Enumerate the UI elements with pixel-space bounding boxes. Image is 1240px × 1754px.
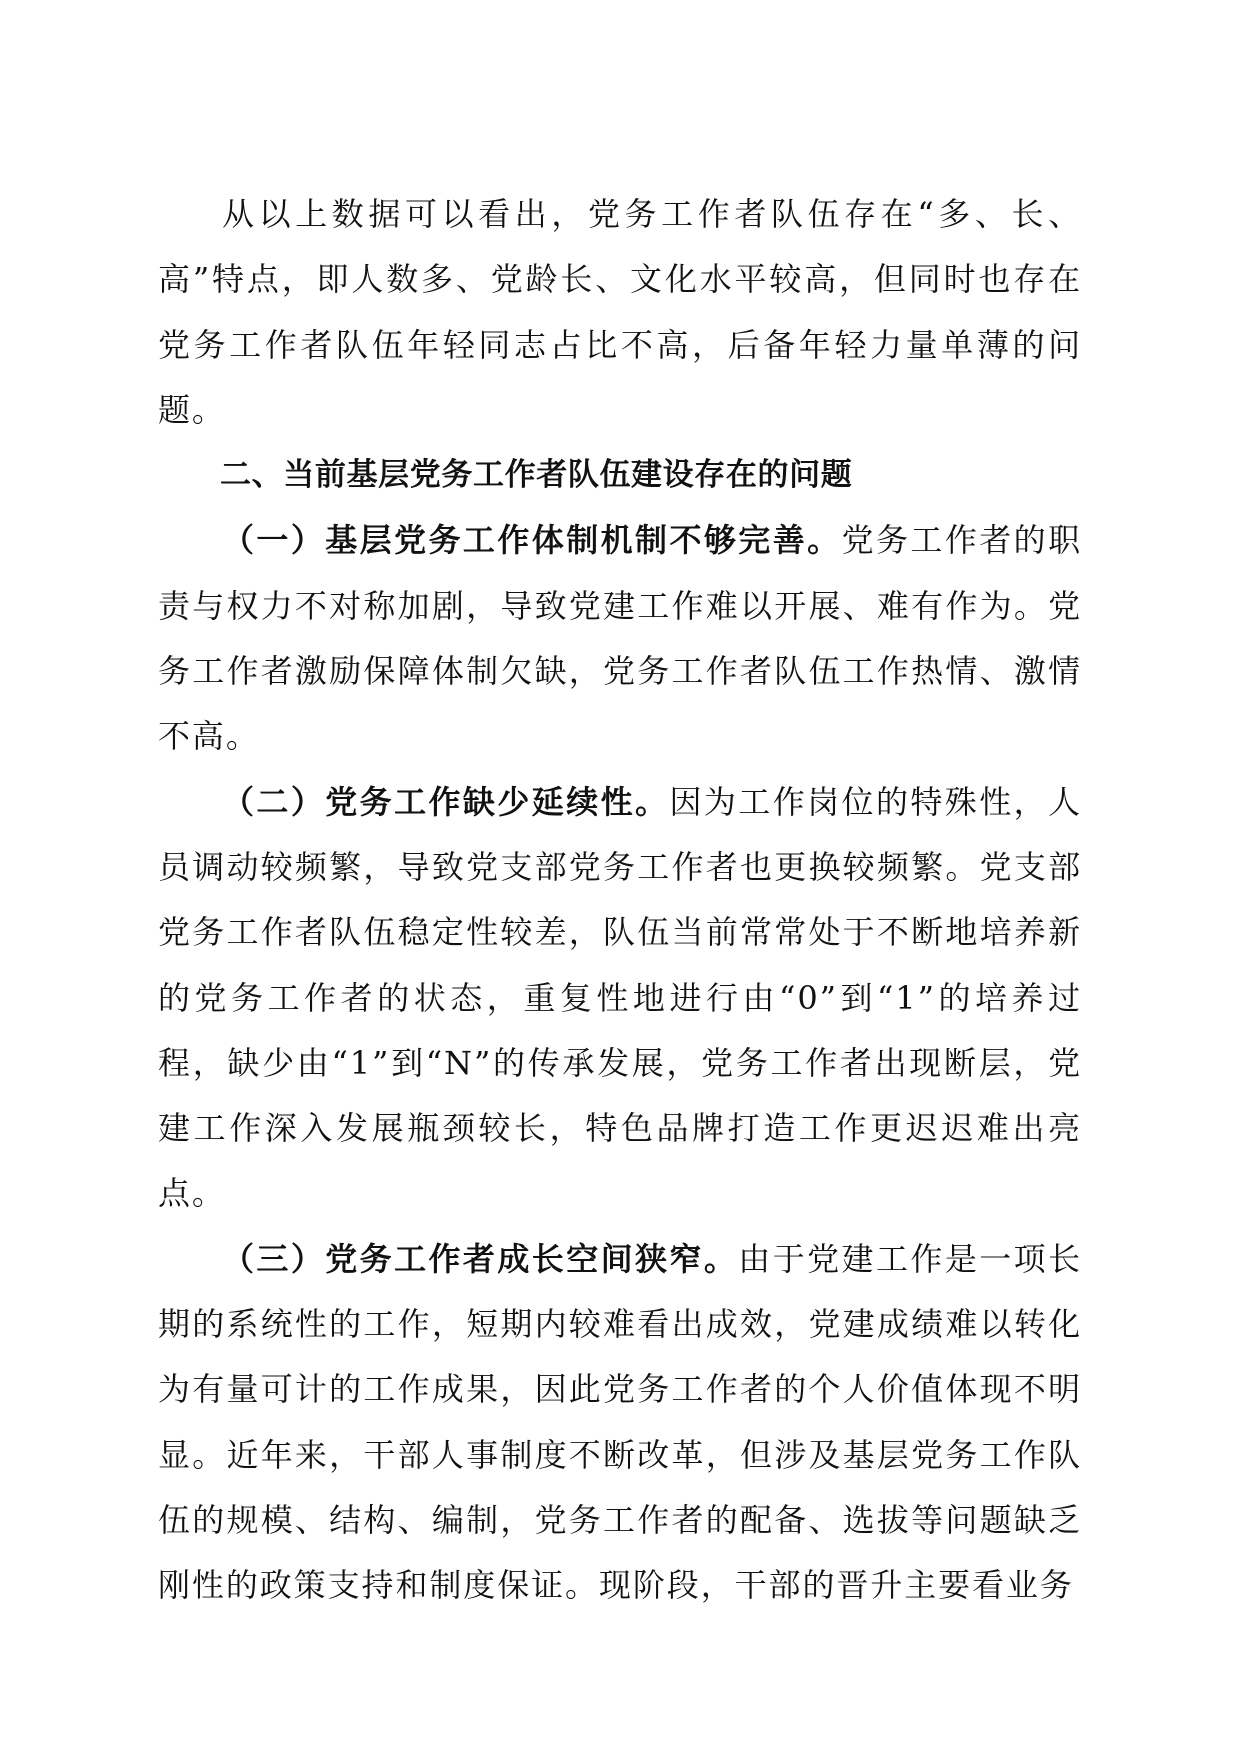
paragraph-data-summary: 从以上数据可以看出，党务工作者队伍存在“多、长、高”特点，即人数多、党龄长、文化水平较高，但同时也存在党务工作者队伍年轻同志占比不高，后备年轻力量单薄的问题。 xyxy=(158,195,1082,429)
section-heading: 二、当前基层党务工作者队伍建设存在的问题 xyxy=(220,457,853,494)
paragraph-issue-3 xyxy=(158,1227,1082,1619)
document-body xyxy=(158,182,1082,1619)
issue-1-body: 党务工作者的职责与权力不对称加剧，导致党建工作难以开展、难有作为。党务工作者激励保障体制欠缺，党务工作者队伍工作热情、激情不高。 xyxy=(158,521,1082,756)
issue-2-title: （二）党务工作缺少延续性。 xyxy=(222,782,670,821)
paragraph-issue-1 xyxy=(158,508,1082,769)
paragraph-issue-2 xyxy=(158,770,1082,1227)
issue-1-title: （一）基层党务工作体制机制不够完善。 xyxy=(222,521,842,560)
issue-3-body: 由于党建工作是一项长期的系统性的工作，短期内较难看出成效，党建成绩难以转化为有量可计的工作成果，因此党务工作者的个人价值体现不明显。近年来，干部人事制度不断改革，但涉及基层党务工作队伍的规模、结构、编制，党务工作者的配备、选拔等问题缺乏刚性的政策支持和制度保证。现阶段，干部的晋升主要看业务 xyxy=(158,1239,1082,1605)
issue-2-body: 因为工作岗位的特殊性，人员调动较频繁，导致党支部党务工作者也更换较频繁。党支部党务工作者队伍稳定性较差，队伍当前常常处于不断地培养新的党务工作者的状态，重复性地进行由“0”到“1”的培养过程，缺少由“1”到“N”的传承发展，党务工作者出现断层，党建工作深入发展瓶颈较长，特色品牌打造工作更迟迟难出亮点。 xyxy=(158,782,1082,1213)
issue-3-title: （三）党务工作者成长空间狭窄。 xyxy=(222,1239,739,1278)
